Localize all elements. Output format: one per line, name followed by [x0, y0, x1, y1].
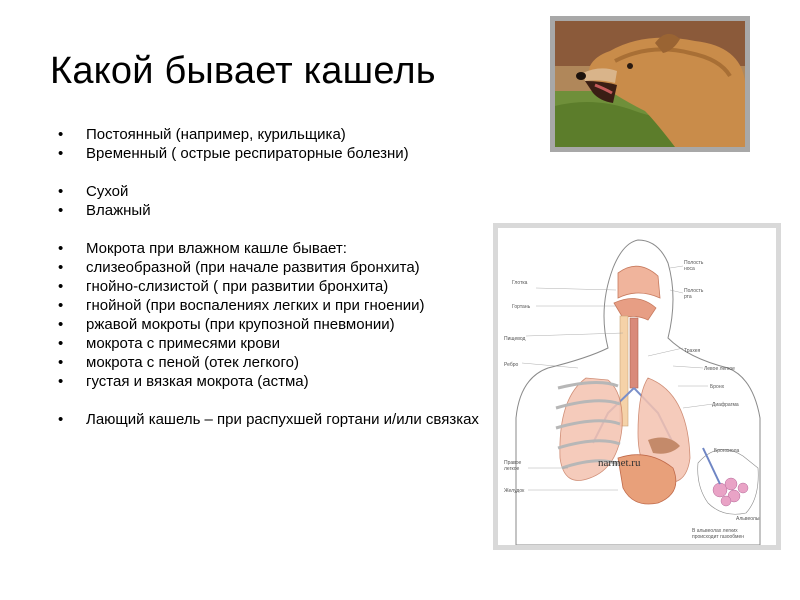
- svg-text:легкое: легкое: [504, 466, 520, 472]
- svg-text:Правое: Правое: [504, 460, 522, 466]
- bullet-item: • густая и вязкая мокрота (астма): [58, 372, 498, 391]
- bullet-item: • Влажный: [58, 201, 498, 220]
- svg-text:носа: носа: [684, 266, 695, 272]
- svg-text:Бронх: Бронх: [710, 384, 725, 390]
- bullet-item: • Постоянный (например, курильщика): [58, 125, 498, 144]
- svg-text:Ребро: Ребро: [504, 362, 519, 368]
- bullet-item: • Лающий кашель – при распухшей гортани и/или связках: [58, 410, 498, 429]
- bullet-list: [58, 125, 498, 429]
- svg-text:Трахея: Трахея: [684, 348, 701, 354]
- bullet-item: • Мокрота при влажном кашле бывает:: [58, 239, 498, 258]
- svg-text:Пищевод: Пищевод: [504, 336, 526, 342]
- svg-text:Левое легкое: Левое легкое: [704, 366, 735, 372]
- coughing-dog-image: [550, 16, 750, 152]
- respiratory-system-image: [493, 223, 781, 550]
- bullet-item: • мокрота с пеной (отек легкого): [58, 353, 498, 372]
- watermark-text: narmet.ru: [598, 457, 641, 469]
- svg-text:Гортань: Гортань: [512, 304, 531, 310]
- svg-text:Полость: Полость: [684, 260, 704, 266]
- bullet-item: • ржавой мокроты (при крупозной пневмонии): [58, 315, 498, 334]
- bullet-item: • гнойно-слизистой ( при развитии бронхита): [58, 277, 498, 296]
- svg-text:Полость: Полость: [684, 288, 704, 294]
- svg-text:Бронхиола: Бронхиола: [714, 448, 740, 454]
- svg-text:рта: рта: [684, 294, 692, 300]
- svg-text:Желудок: Желудок: [504, 488, 525, 494]
- svg-text:Глотка: Глотка: [512, 280, 528, 286]
- bullet-item: • мокрота с примесями крови: [58, 334, 498, 353]
- svg-text:В альвеолах легких: В альвеолах легких: [692, 528, 738, 534]
- slide-title: Какой бывает кашель: [50, 50, 436, 92]
- svg-text:Альвеолы: Альвеолы: [736, 516, 760, 522]
- svg-text:происходит газообмен: происходит газообмен: [692, 534, 745, 540]
- svg-text:Диафрагма: Диафрагма: [712, 402, 739, 408]
- bullet-item: • Сухой: [58, 182, 498, 201]
- bullet-item: • гнойной (при воспалениях легких и при гноении): [58, 296, 498, 315]
- bullet-item: • Временный ( острые респираторные болезни): [58, 144, 498, 163]
- bullet-item: • слизеобразной (при начале развития бронхита): [58, 258, 498, 277]
